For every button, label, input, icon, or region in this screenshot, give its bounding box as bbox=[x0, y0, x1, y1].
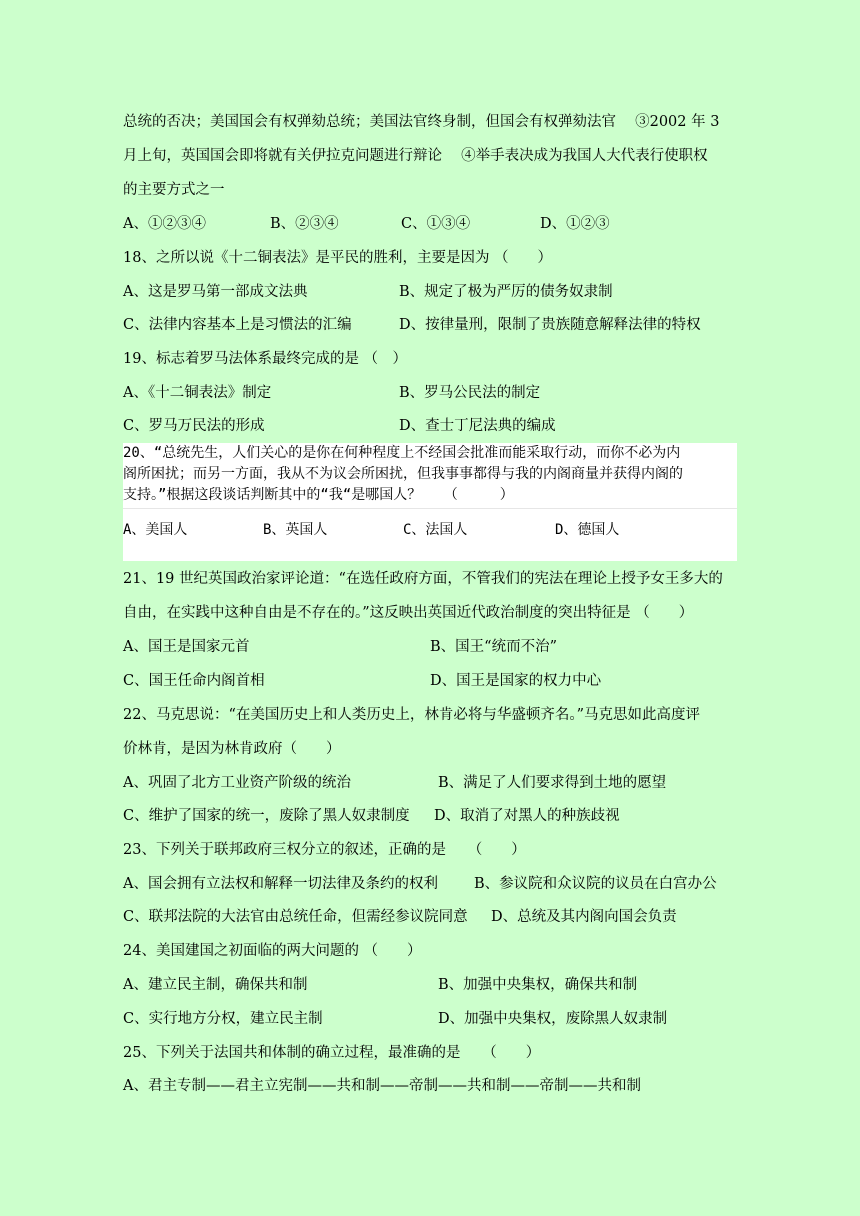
intro-line-1: 总统的否决；美国国会有权弹劾总统；美国法官终身制，但国会有权弹劾法官 ③2002 年 3 bbox=[123, 114, 720, 130]
option-d[interactable]: D、国王是国家的权力中心 bbox=[430, 673, 602, 689]
option-c[interactable]: C、实行地方分权，建立民主制 bbox=[123, 1011, 323, 1027]
option-c[interactable]: C、法律内容基本上是习惯法的汇编 bbox=[123, 317, 352, 333]
option-b[interactable]: B、规定了极为严厉的债务奴隶制 bbox=[399, 284, 613, 300]
option-d[interactable]: D、加强中央集权，废除黑人奴隶制 bbox=[438, 1011, 668, 1027]
option-c[interactable]: C、法国人 bbox=[403, 522, 468, 538]
option-b[interactable]: B、②③④ bbox=[270, 216, 339, 232]
option-d[interactable]: D、总统及其内阁向国会负责 bbox=[491, 909, 677, 925]
option-a[interactable]: A、①②③④ bbox=[123, 216, 206, 232]
question-21-line-1: 21、19 世纪英国政治家评论道：“在选任政府方面，不管我们的宪法在理论上授予女王多大的 bbox=[123, 571, 723, 587]
question-22-options-row-1 bbox=[123, 773, 743, 793]
question-19-options-row-2 bbox=[123, 416, 743, 436]
question-24-options-row-1 bbox=[123, 975, 743, 995]
option-a[interactable]: A、巩固了北方工业资产阶级的统治 bbox=[123, 775, 351, 791]
option-d[interactable]: D、取消了对黑人的种族歧视 bbox=[434, 808, 620, 824]
question-24-stem: 24、美国建国之初面临的两大问题的 （ ） bbox=[123, 943, 422, 959]
intro-options bbox=[123, 214, 743, 234]
option-a[interactable]: A、《十二铜表法》制定 bbox=[123, 385, 272, 401]
intro-line-3: 的主要方式之一 bbox=[123, 182, 225, 198]
question-18-stem: 18、之所以说《十二铜表法》是平民的胜利，主要是因为 （ ） bbox=[123, 250, 553, 266]
option-b[interactable]: B、国王“统而不治” bbox=[430, 639, 557, 655]
question-23-stem: 23、下列关于联邦政府三权分立的叙述，正确的是 （ ） bbox=[123, 842, 526, 858]
question-24-options-row-2 bbox=[123, 1009, 743, 1029]
question-21-options-row-2 bbox=[123, 671, 743, 691]
question-22-line-1: 22、马克思说：“在美国历史上和人类历史上，林肯必将与华盛顿齐名。”马克思如此高度评 bbox=[123, 707, 701, 723]
option-d[interactable]: D、①②③ bbox=[540, 216, 610, 232]
question-20-line-1: 20、“总统先生，人们关心的是你在何种程度上不经国会批准而能采取行动，而你不必为内 bbox=[123, 445, 681, 461]
question-20-box bbox=[123, 443, 737, 561]
question-22-line-2: 价林肯，是因为林肯政府（ ） bbox=[123, 741, 341, 757]
option-c[interactable]: C、联邦法院的大法官由总统任命，但需经参议院同意 bbox=[123, 909, 468, 925]
option-a[interactable]: A、国王是国家元首 bbox=[123, 639, 250, 655]
question-23-options-row-2 bbox=[123, 907, 743, 927]
option-a[interactable]: A、这是罗马第一部成文法典 bbox=[123, 284, 308, 300]
question-19-options-row-1 bbox=[123, 383, 743, 403]
question-21-options-row-1 bbox=[123, 637, 743, 657]
option-a[interactable]: A、国会拥有立法权和解释一切法律及条约的权利 bbox=[123, 876, 438, 892]
question-18-options-row-2 bbox=[123, 315, 743, 335]
question-25-stem: 25、下列关于法国共和体制的确立过程，最准确的是 （ ） bbox=[123, 1045, 541, 1061]
question-18-options-row-1 bbox=[123, 282, 743, 302]
option-a[interactable]: A、建立民主制，确保共和制 bbox=[123, 977, 308, 993]
option-c[interactable]: C、①③④ bbox=[401, 216, 471, 232]
question-22-options-row-2 bbox=[123, 806, 743, 826]
question-21-line-2: 自由，在实践中这种自由是不存在的。”这反映出英国近代政治制度的突出特征是 （ ） bbox=[123, 605, 694, 621]
option-c[interactable]: C、罗马万民法的形成 bbox=[123, 418, 265, 434]
option-d[interactable]: D、按律量刑，限制了贵族随意解释法律的特权 bbox=[399, 317, 701, 333]
question-23-options-row-1 bbox=[123, 874, 743, 894]
option-b[interactable]: B、加强中央集权，确保共和制 bbox=[438, 977, 638, 993]
intro-line-2: 月上旬，英国国会即将就有关伊拉克问题进行辩论 ④举手表决成为我国人大代表行使职权 bbox=[123, 148, 708, 164]
question-19-stem: 19、标志着罗马法体系最终完成的是 （ ） bbox=[123, 351, 408, 367]
option-c[interactable]: C、维护了国家的统一，废除了黑人奴隶制度 bbox=[123, 808, 410, 824]
option-b[interactable]: B、罗马公民法的制定 bbox=[399, 385, 541, 401]
option-b[interactable]: B、英国人 bbox=[263, 522, 328, 538]
question-20-line-2: 阁所困扰；而另一方面，我从不为议会所困扰，但我事事都得与我的内阁商量并获得内阁的 bbox=[123, 466, 683, 482]
question-20-line-3: 支持。”根据这段谈话判断其中的“我“是哪国人？ （ ） bbox=[123, 487, 514, 503]
option-b[interactable]: B、参议院和众议院的议员在白宫办公 bbox=[474, 876, 717, 892]
option-c[interactable]: C、国王任命内阁首相 bbox=[123, 673, 265, 689]
option-d[interactable]: D、查士丁尼法典的编成 bbox=[399, 418, 556, 434]
option-a[interactable]: A、美国人 bbox=[123, 522, 188, 538]
option-d[interactable]: D、德国人 bbox=[555, 522, 620, 538]
option-b[interactable]: B、满足了人们要求得到土地的愿望 bbox=[438, 775, 667, 791]
option-a[interactable]: A、君主专制——君主立宪制——共和制——帝制——共和制——帝制——共和制 bbox=[123, 1078, 641, 1094]
divider bbox=[123, 508, 737, 509]
